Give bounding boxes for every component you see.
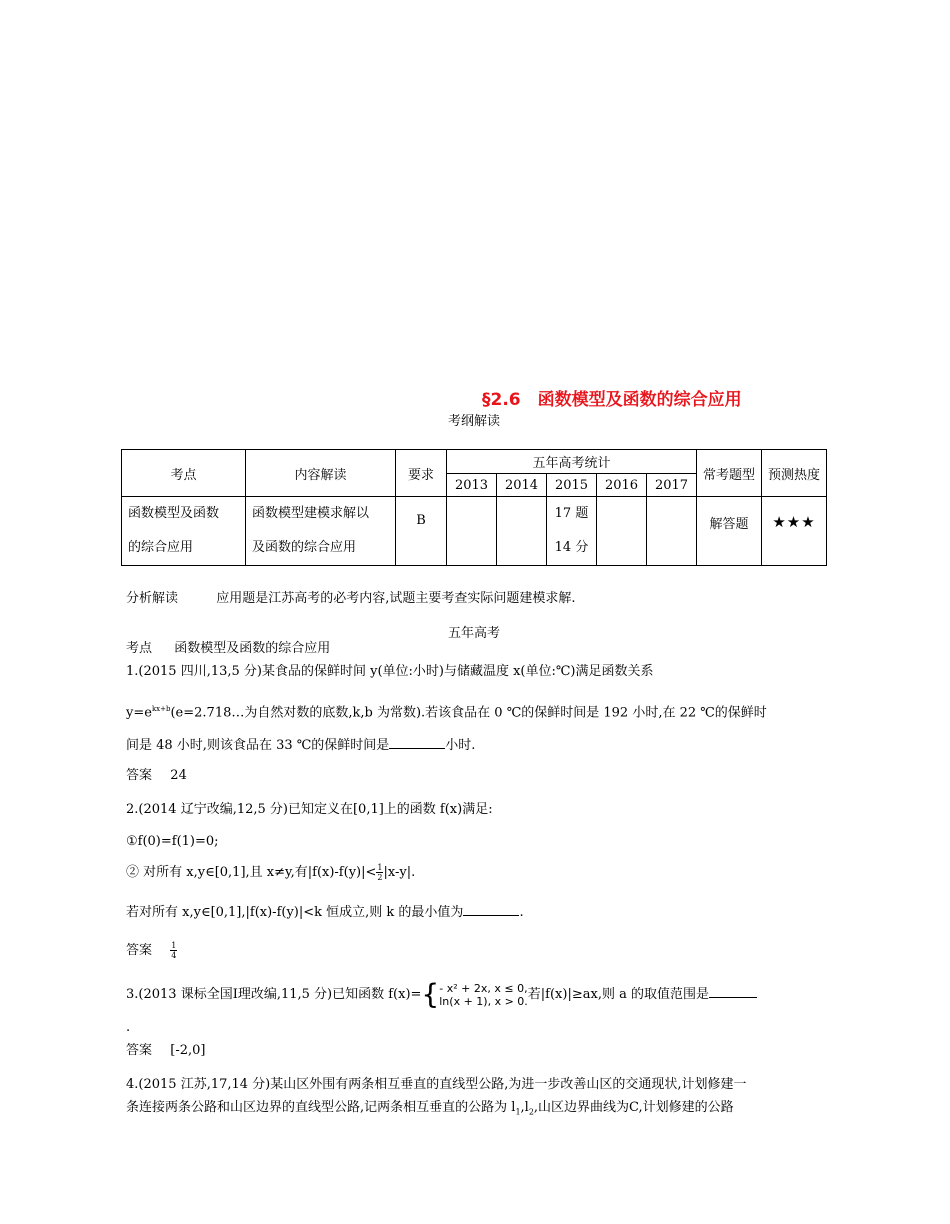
analysis: [126, 590, 576, 608]
row-2013: [447, 497, 497, 566]
header-content: 内容解读: [246, 450, 396, 497]
q4-line2: 条连接两条公路和山区边界的直线型公路,记两条相互垂直的公路为 $l_1,l_2$,山区边界曲线为C,计划修建的公路: [126, 1100, 734, 1117]
q1-line2: $y=e^{kx+b}(e=2.718\dots$为自然对数的底数,k,b 为常数).若该食品在 0 ℃的保鲜时间是 192 小时,在 22 ℃的保鲜时: [126, 705, 767, 721]
brace: {: [421, 977, 440, 1011]
year-cell: 2013: [447, 474, 497, 497]
header-requirement: 要求: [396, 450, 447, 497]
row-content: 函数模型建模求解以 及函数的综合应用: [246, 497, 396, 566]
kaodian-line: 考点 函数模型及函数的综合应用: [126, 641, 331, 656]
q2-line4: 若对所有 x,y∈[0,1],|f(x)-f(y)|<k 恒成立,则 k 的最小值为 .: [126, 905, 524, 920]
row-2017: [647, 497, 697, 566]
row-2016: [597, 497, 647, 566]
answer-fraction: $\frac{1}{4}$: [171, 941, 177, 960]
row-heat: [762, 497, 827, 566]
header-point: 考点: [122, 450, 246, 497]
piecewise: - x² + 2x, x ≤ 0, ln(x + 1), x > 0.: [439, 981, 528, 1008]
row-2015: 17 题 14 分: [547, 497, 597, 566]
header-stats: 五年高考统计: [447, 450, 697, 474]
header-heat: 预测热度: [762, 450, 827, 497]
answer-blank[interactable]: [709, 985, 757, 998]
analysis-text: 应用题是江苏高考的必考内容,试题主要考查实际问题建模求解.: [216, 591, 576, 606]
section-title: §2.6 函数模型及函数的综合应用: [482, 390, 742, 410]
five-year-heading: 五年高考: [448, 626, 501, 641]
year-cell: 2014: [497, 474, 547, 497]
q3-line2: .: [126, 1020, 131, 1035]
syllabus-table: [121, 449, 827, 566]
q3-answer: 答案 [-2,0]: [126, 1043, 206, 1058]
fraction: $\frac{1}{2}$: [377, 863, 383, 882]
row-2014: [497, 497, 547, 566]
section-subtitle: 考纲解读: [448, 414, 501, 429]
q1-answer: 答案 24: [126, 768, 187, 783]
q1-line1: 1.(2015 四川,13,5 分)某食品的保鲜时间 y(单位:小时)与储藏温度 x(单位:℃)满足函数关系: [126, 664, 654, 679]
year-cell: 2017: [647, 474, 697, 497]
q2-answer: 答案 $\frac{1}{4}$: [126, 941, 177, 960]
year-cell: 2016: [597, 474, 647, 497]
year-cell: 2015: [547, 474, 597, 497]
analysis-label: 分析解读: [126, 591, 179, 606]
q4-line1: 4.(2015 江苏,17,14 分)某山区外围有两条相互垂直的直线型公路,为进一步改善山区的交通现状,计划修建一: [126, 1077, 747, 1092]
star-rating: ★★★: [772, 513, 816, 531]
row-requirement: B: [396, 497, 447, 566]
header-type: 常考题型: [697, 450, 762, 497]
answer-blank[interactable]: [463, 903, 519, 916]
q2-line2: ①f(0)=f(1)=0;: [126, 834, 219, 849]
q2-line1: 2.(2014 辽宁改编,12,5 分)已知定义在[0,1]上的函数 f(x)满足:: [126, 802, 493, 817]
row-type: 解答题: [697, 497, 762, 566]
row-point: 函数模型及函数 的综合应用: [122, 497, 246, 566]
answer-blank[interactable]: [389, 736, 445, 749]
q1-line3: 间是 48 小时,则该食品在 33 ℃的保鲜时间是 小时.: [126, 738, 476, 753]
q3-line1: 3.(2013 课标全国Ⅰ理改编,11,5 分)已知函数 f(x)={ - x² + 2x, x ≤ 0, ln(x + 1), x > 0. 若|f(x)|≥ax,则 a 的取值范围是: [126, 981, 757, 1009]
q2-line3: ② 对所有 x,y∈[0,1],且 x≠y,有|f(x)-f(y)|< $\frac{1}{2}|x-y|$.: [126, 863, 416, 882]
